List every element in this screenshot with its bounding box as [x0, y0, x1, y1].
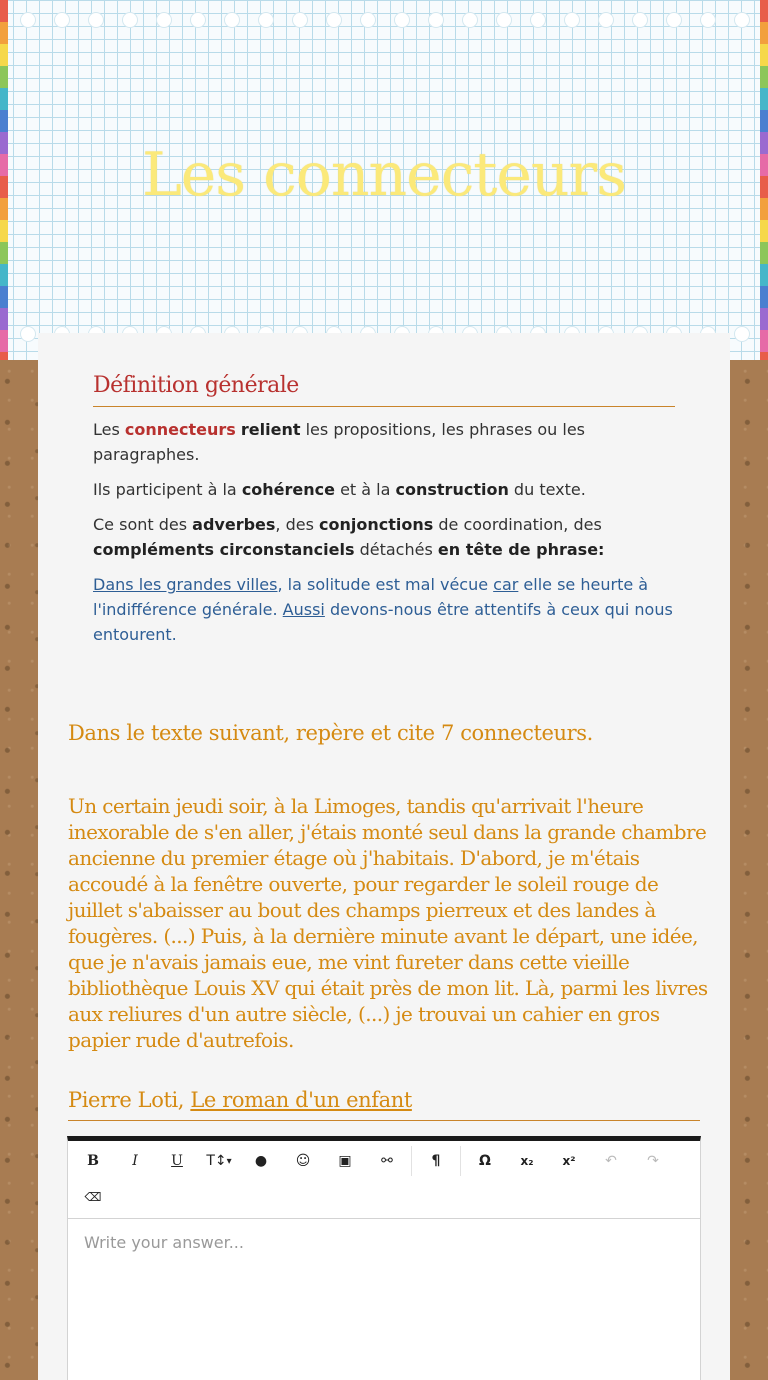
header-banner	[0, 0, 768, 360]
work-title: Le roman d'un enfant	[190, 1088, 412, 1112]
definition-paragraph-1: Les connecteurs relient les propositions, les phrases ou les paragraphes.	[93, 420, 585, 464]
text-size-button[interactable]	[198, 1143, 240, 1179]
bold-button[interactable]: B	[87, 1153, 99, 1169]
passage-attribution: Pierre Loti, Le roman d'un enfant	[68, 1088, 700, 1121]
image-icon[interactable]: ▣	[338, 1153, 352, 1169]
answer-editor	[67, 1136, 701, 1380]
editor-toolbar	[68, 1141, 700, 1219]
superscript-button[interactable]: x²	[562, 1154, 576, 1168]
notebook-holes-top	[20, 12, 750, 32]
undo-icon[interactable]: ↶	[605, 1153, 617, 1169]
text-size-icon: T↕	[206, 1153, 227, 1169]
definition-section	[93, 373, 675, 647]
definition-paragraph-2: Ils participent à la cohérence et à la construction du texte.	[93, 480, 586, 499]
paragraph-direction-icon[interactable]: ¶	[431, 1153, 441, 1169]
underline-button[interactable]: U	[171, 1153, 183, 1169]
subscript-button[interactable]: x₂	[520, 1154, 534, 1168]
emoji-icon[interactable]: ☺	[295, 1153, 311, 1169]
definition-heading: Définition générale	[93, 373, 675, 407]
exercise-passage: Un certain jeudi soir, à la Limoges, tandis qu'arrivait l'heure inexorable de s'en aller, j'étais monté seul dans la grande chambre ancienne du premier étage où j'habitais. D'abord, je m'étais accoudé à la fenêtre ouverte, pour regarder le soleil rouge de juillet s'abaisser au bout des champs pierreux et des landes à fougères. (...) Puis, à la dernière minute avant le départ, une idée, que je n'avais jamais eue, me vint fureter dans cette vieille bibliothèque Louis XV qui était près de mon lit. Là, parmi les livres aux reliures d'un autre siècle, (...) je trouvai un cahier en gros papier rude d'autrefois.	[68, 794, 708, 1052]
definition-example: Dans les grandes villes, la solitude est mal vécue car elle se heurte à l'indifférence générale. Aussi devons-nous être attentifs à ceux qui nous entourent.	[93, 575, 673, 644]
italic-button[interactable]: I	[132, 1153, 138, 1169]
page-title: Les connecteurs	[141, 140, 627, 210]
exercise-instruction: Dans le texte suivant, repère et cite 7 connecteurs.	[68, 721, 593, 745]
color-drop-icon[interactable]: ●	[254, 1153, 268, 1169]
chevron-down-icon: ▾	[226, 1155, 232, 1167]
toolbar-separator	[460, 1146, 461, 1176]
link-icon[interactable]: ⚯	[381, 1153, 393, 1169]
eraser-icon[interactable]: ⌫	[84, 1190, 102, 1204]
redo-icon[interactable]: ↷	[647, 1153, 659, 1169]
definition-paragraph-3: Ce sont des adverbes, des conjonctions de coordination, des compléments circonstanciels détachés en tête de phrase:	[93, 515, 605, 559]
special-character-icon[interactable]: Ω	[479, 1153, 491, 1169]
toolbar-separator	[411, 1146, 412, 1176]
answer-input[interactable]: Write your answer...	[84, 1233, 244, 1252]
worksheet-card	[38, 333, 730, 1380]
